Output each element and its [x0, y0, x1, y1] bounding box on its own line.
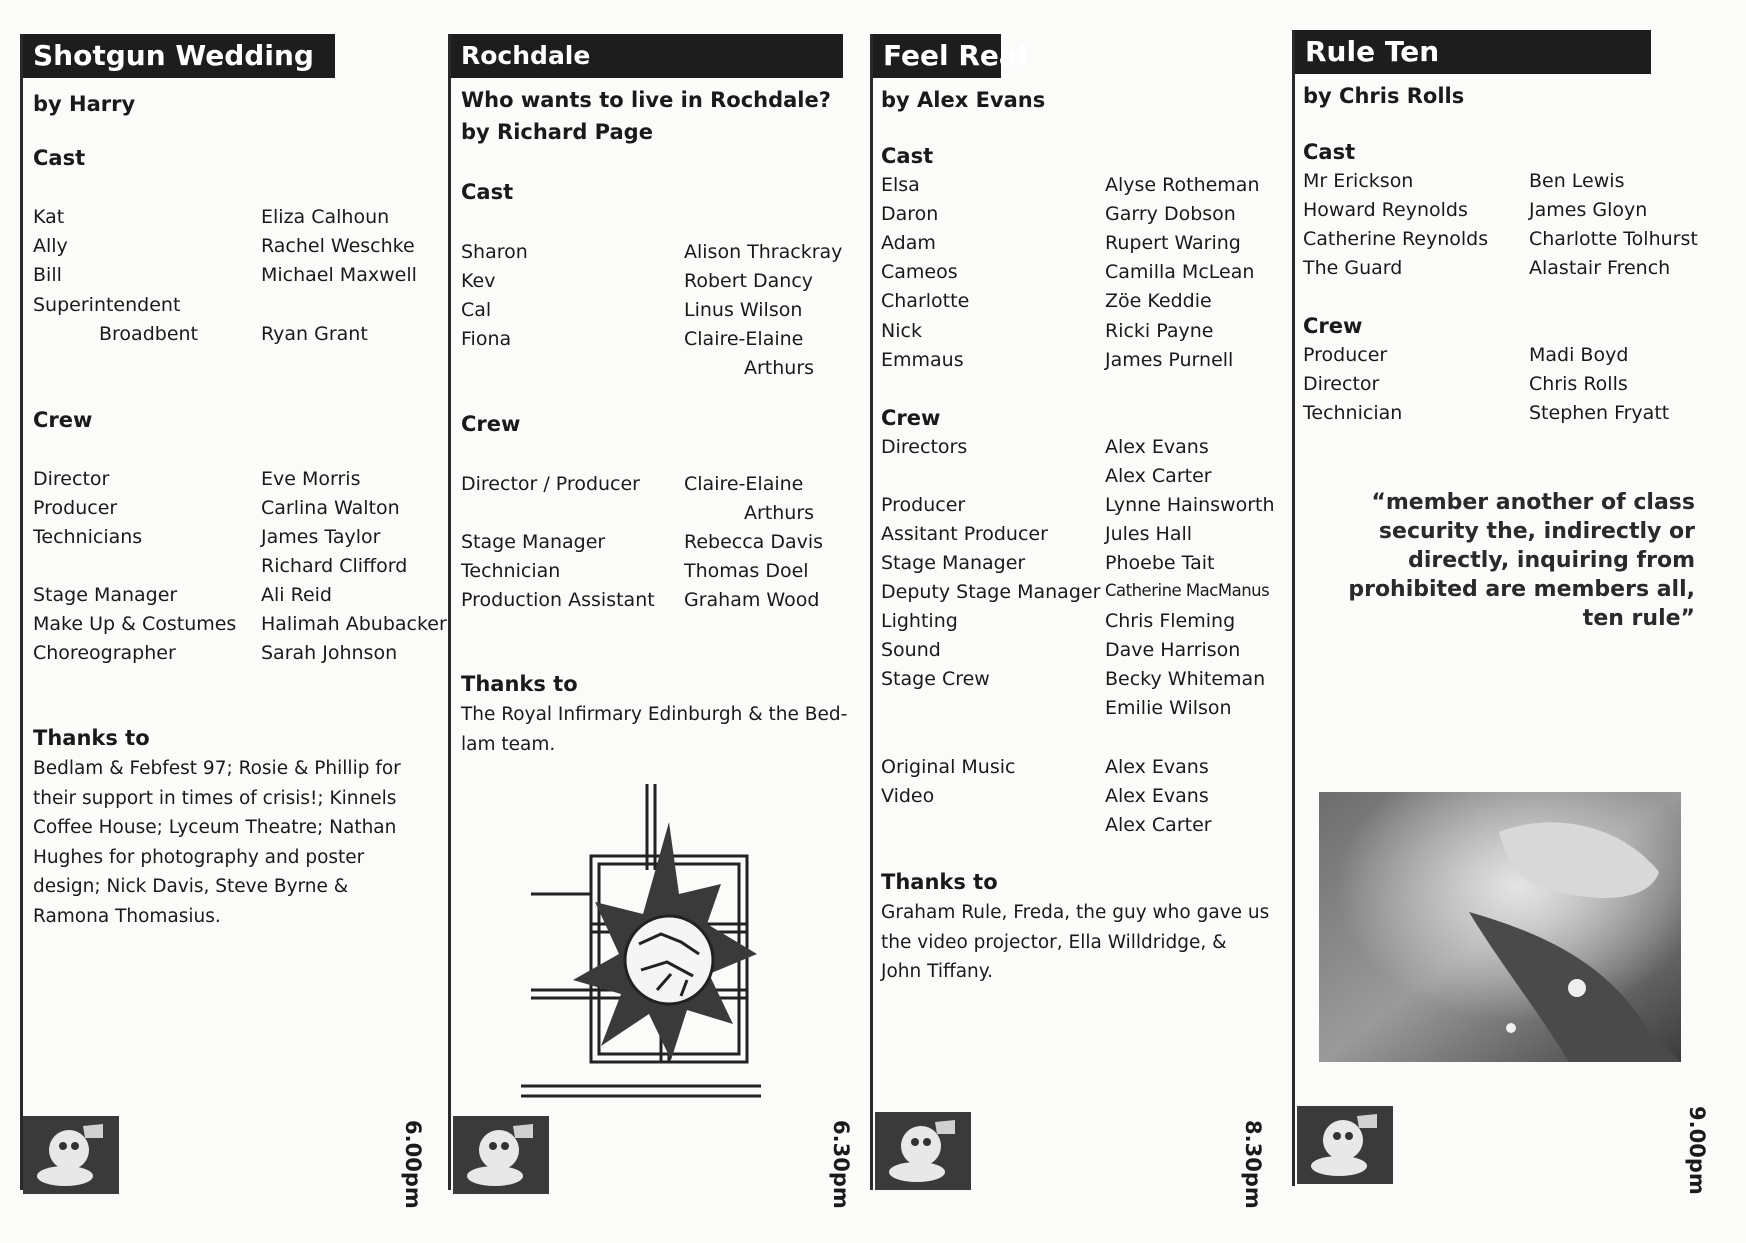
thanks-text: Bedlam & Febfest 97; Rosie & Phillip for their support in times of crisis!; Kinnels Coffee House; Lyceum Theatre; Nathan Hughes for photography and poster design; Nick Davis, Steve Byrne & Ramona Thomasius.: [33, 758, 401, 927]
cast-name: Ryan Grant: [261, 323, 368, 345]
crew-heading: Crew: [461, 412, 521, 436]
festival-logo: [23, 1116, 119, 1194]
panel-shotgun-wedding: [20, 34, 447, 1209]
cast-role: Emmaus: [881, 349, 964, 371]
cast-name-cont: Arthurs: [744, 357, 815, 379]
cast-heading: Cast: [1303, 140, 1356, 164]
crew-name: Chris Rolls: [1529, 373, 1628, 395]
crew-name-cont: Richard Clifford: [261, 555, 408, 577]
crew-role: Directors: [881, 436, 968, 458]
crew-name: Sarah Johnson: [261, 642, 398, 664]
cast-role: Kev: [461, 270, 496, 292]
cast-role: The Guard: [1303, 257, 1403, 279]
crew-name: Thomas Doel: [684, 560, 809, 582]
window-sun-illustration: [511, 784, 771, 1114]
cast-name: James Gloyn: [1529, 199, 1648, 221]
cast-role: Catherine Reynolds: [1303, 228, 1489, 250]
cast-name: Michael Maxwell: [261, 264, 417, 286]
crew-name: Alex Evans: [1105, 756, 1209, 778]
crew-role: Technicians: [33, 526, 143, 548]
cast-role: Kat: [33, 206, 65, 228]
crew-name: Phoebe Tait: [1105, 552, 1215, 574]
crew-role: Choreographer: [33, 642, 176, 664]
cast-role: Elsa: [881, 174, 920, 196]
crew-name: Eve Morris: [261, 468, 361, 490]
crew-role: Technician: [461, 560, 561, 582]
crew-name: Catherine MacManus: [1105, 581, 1270, 600]
time-label: 6.00pm: [401, 1120, 425, 1209]
cast-heading: Cast: [33, 146, 86, 170]
festival-logo: [453, 1116, 549, 1194]
cast-role: Superintendent: [33, 294, 181, 316]
cast-name: Claire-Elaine: [684, 328, 804, 350]
panel-rule-ten: [1292, 30, 1715, 1195]
crew-role: Producer: [881, 494, 966, 516]
crew-name: Madi Boyd: [1529, 344, 1629, 366]
cast-name: Garry Dobson: [1105, 203, 1236, 225]
cast-role: Mr Erickson: [1303, 170, 1414, 192]
rule-ten-photo: [1319, 792, 1681, 1062]
panel-title: Shotgun Wedding: [23, 34, 335, 78]
crew-role: Production Assistant: [461, 589, 655, 611]
cast-role: Cameos: [881, 261, 958, 283]
crew-name: Jules Hall: [1105, 523, 1193, 545]
cast-role-cont: Broadbent: [99, 323, 198, 345]
panel-title: Rochdale: [451, 34, 843, 78]
cast-name: Linus Wilson: [684, 299, 803, 321]
thanks-text: The Royal Infirmary Edinburgh & the Bed-lam team.: [461, 704, 848, 755]
cast-role: Howard Reynolds: [1303, 199, 1468, 221]
crew-role: Technician: [1303, 402, 1403, 424]
thanks-heading: Thanks to: [33, 726, 150, 750]
crew-role: Director: [33, 468, 110, 490]
crew-name: Rebecca Davis: [684, 531, 824, 553]
cast-name: Camilla McLean: [1105, 261, 1255, 283]
cast-name: Rachel Weschke: [261, 235, 415, 257]
cast-role: Fiona: [461, 328, 512, 350]
cast-name: Rupert Waring: [1105, 232, 1241, 254]
crew-name: Carlina Walton: [261, 497, 400, 519]
cast-role: Nick: [881, 320, 922, 342]
crew-name: Dave Harrison: [1105, 639, 1241, 661]
crew-role: Video: [881, 785, 935, 807]
byline: by Harry: [33, 92, 136, 116]
crew-role: Director / Producer: [461, 473, 640, 495]
crew-heading: Crew: [881, 406, 941, 430]
crew-role: Stage Manager: [33, 584, 178, 606]
crew-role: Stage Manager: [461, 531, 606, 553]
panel-title: Feel Real: [873, 34, 1001, 78]
crew-role: Original Music: [881, 756, 1016, 778]
byline: by Alex Evans: [881, 88, 1046, 112]
crew-role: Stage Manager: [881, 552, 1026, 574]
cast-name: Eliza Calhoun: [261, 206, 390, 228]
crew-name-cont: Alex Carter: [1105, 814, 1212, 836]
cast-name: Ben Lewis: [1529, 170, 1625, 192]
cast-role: Charlotte: [881, 290, 970, 312]
crew-role: Director: [1303, 373, 1380, 395]
cast-name: Ricki Payne: [1105, 320, 1214, 342]
crew-name: Alex Evans: [1105, 436, 1209, 458]
crew-name: Claire-Elaine: [684, 473, 804, 495]
crew-role: Producer: [1303, 344, 1388, 366]
crew-name-cont: Arthurs: [744, 502, 815, 524]
time-label: 9.00pm: [1685, 1106, 1709, 1195]
cast-role: Cal: [461, 299, 492, 321]
crew-name: Halimah Abubacker: [261, 613, 447, 635]
crew-name: Becky Whiteman: [1105, 668, 1266, 690]
cast-role: Sharon: [461, 241, 528, 263]
cast-name: James Purnell: [1105, 349, 1234, 371]
crew-role: Deputy Stage Manager: [881, 581, 1101, 603]
crew-heading: Crew: [33, 408, 93, 432]
cast-name: Zöe Keddie: [1105, 290, 1212, 312]
cast-name: Alison Thrackray: [684, 241, 843, 263]
crew-role: Lighting: [881, 610, 958, 632]
cast-role: Bill: [33, 264, 62, 286]
byline-author: by Richard Page: [461, 120, 653, 144]
cast-heading: Cast: [461, 180, 514, 204]
crew-name: Lynne Hainsworth: [1105, 494, 1275, 516]
crew-heading: Crew: [1303, 314, 1363, 338]
thanks-heading: Thanks to: [461, 672, 578, 696]
crew-role: Producer: [33, 497, 118, 519]
crew-name-cont: Alex Carter: [1105, 465, 1212, 487]
time-label: 6.30pm: [829, 1120, 853, 1209]
crew-name: Alex Evans: [1105, 785, 1209, 807]
crew-name: Stephen Fryatt: [1529, 402, 1670, 424]
crew-role: Stage Crew: [881, 668, 990, 690]
panel-feel-real: [870, 34, 1275, 1209]
byline: Who wants to live in Rochdale?: [461, 88, 831, 112]
time-label: 8.30pm: [1241, 1120, 1265, 1209]
cast-heading: Cast: [881, 144, 934, 168]
crew-name: James Taylor: [261, 526, 381, 548]
festival-logo: [1297, 1106, 1393, 1184]
crew-role: Make Up & Costumes: [33, 613, 237, 635]
thanks-text: Graham Rule, Freda, the guy who gave us the video projector, Ella Willdridge, & John Tiffany.: [881, 902, 1270, 982]
cast-name: Robert Dancy: [684, 270, 814, 292]
crew-role: Sound: [881, 639, 941, 661]
byline: by Chris Rolls: [1303, 84, 1465, 108]
cast-role: Ally: [33, 235, 68, 257]
pull-quote: “member another of class security the, indirectly or directly, inquiring from prohibited are members all, ten rule”: [1348, 490, 1695, 631]
crew-name: Ali Reid: [261, 584, 332, 606]
thanks-heading: Thanks to: [881, 870, 998, 894]
panel-title: Rule Ten: [1295, 30, 1651, 74]
crew-role: Assitant Producer: [881, 523, 1048, 545]
cast-name: Charlotte Tolhurst: [1529, 228, 1698, 250]
cast-role: Adam: [881, 232, 936, 254]
cast-name: Alyse Rotheman: [1105, 174, 1260, 196]
festival-logo: [875, 1112, 971, 1190]
crew-name: Graham Wood: [684, 589, 820, 611]
panel-rochdale: [448, 34, 853, 1209]
crew-name: Chris Fleming: [1105, 610, 1236, 632]
crew-name-cont: Emilie Wilson: [1105, 697, 1232, 719]
cast-role: Daron: [881, 203, 939, 225]
cast-name: Alastair French: [1529, 257, 1671, 279]
